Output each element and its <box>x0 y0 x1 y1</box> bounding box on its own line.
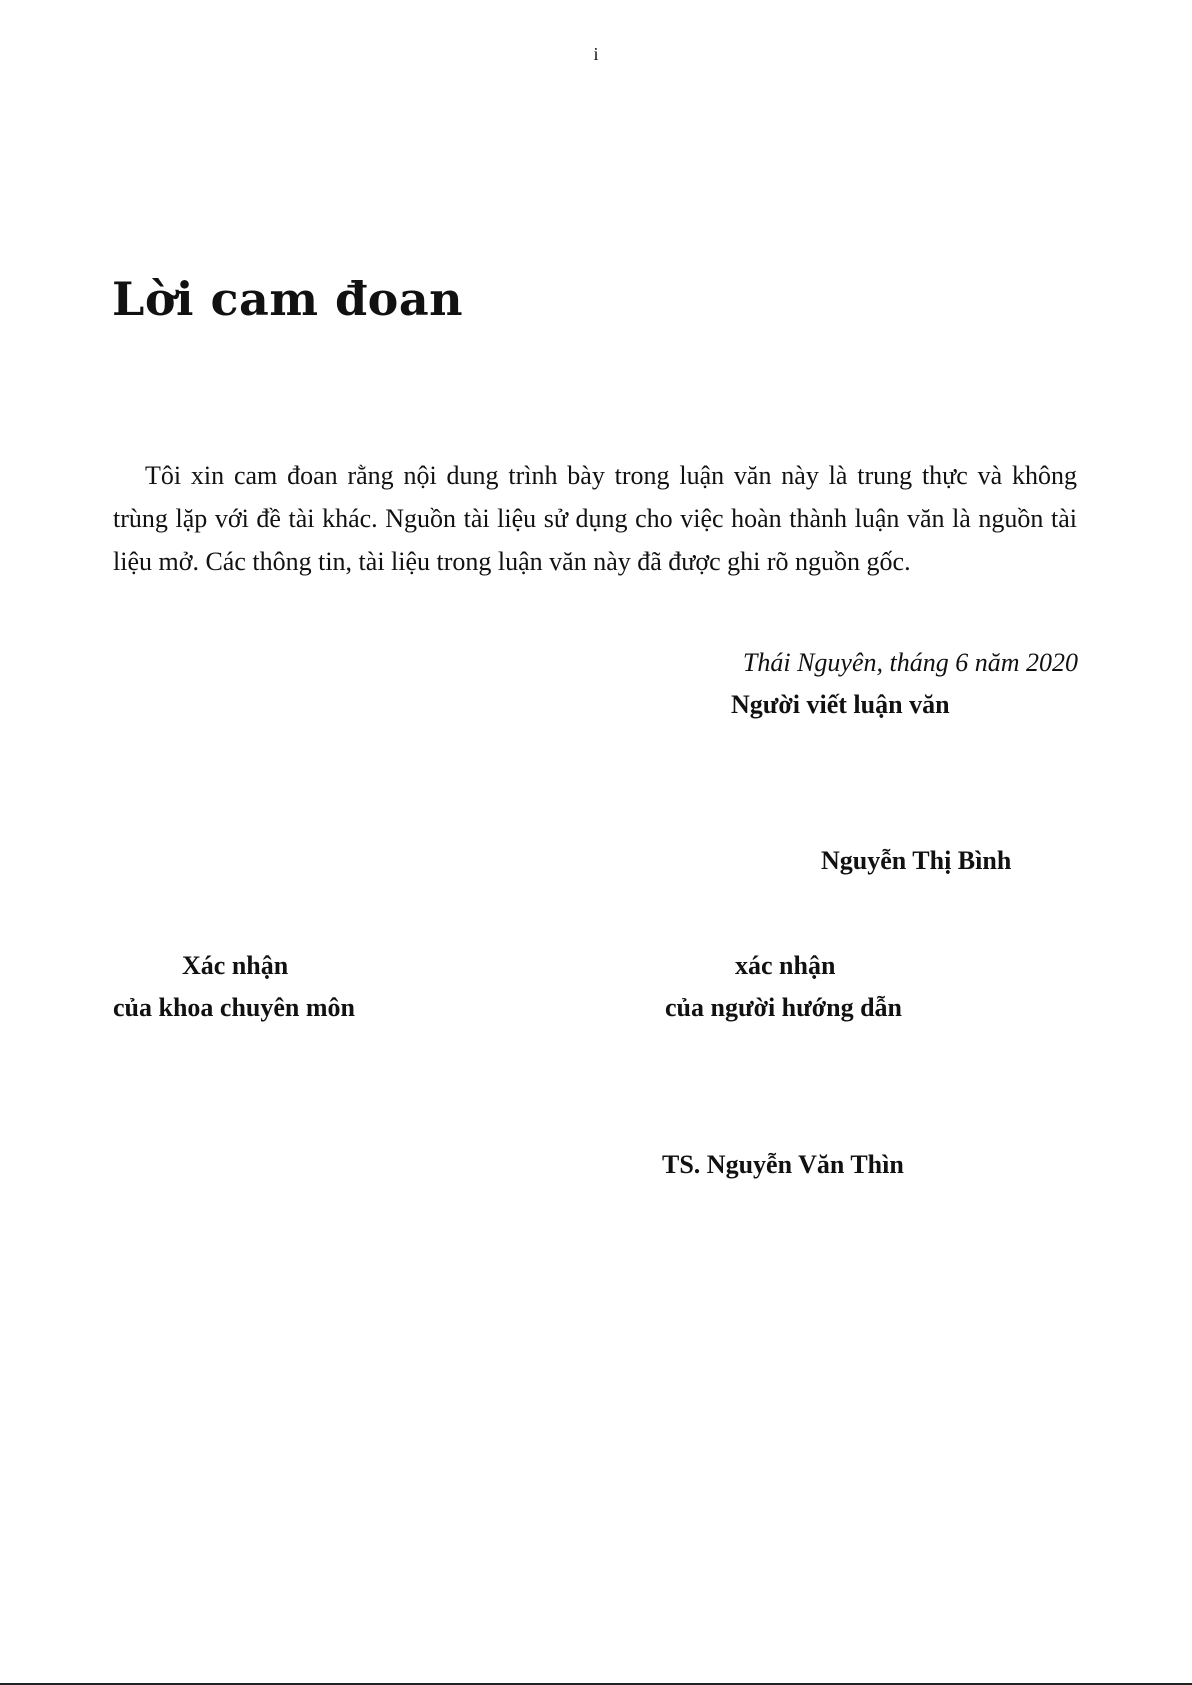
declaration-paragraph: Tôi xin cam đoan rằng nội dung trình bày trong luận văn này là trung thực và không trùng lặp với đề tài khác. Nguồn tài liệu sử dụng cho việc hoàn thành luận văn là nguồn tài liệu mở. Các thông tin, tài liệu trong luận văn này đã được ghi rõ nguồn gốc. <box>113 461 1077 576</box>
faculty-confirmation-subheading: của khoa chuyên môn <box>113 993 355 1022</box>
author-name: Nguyễn Thị Bình <box>821 846 1012 875</box>
supervisor-confirmation-heading: xác nhận <box>735 951 836 980</box>
supervisor-name: TS. Nguyễn Văn Thìn <box>662 1150 904 1179</box>
author-role-label: Người viết luận văn <box>731 690 950 719</box>
supervisor-confirmation-subheading: của người hướng dẫn <box>665 993 903 1022</box>
page-number: i <box>593 44 599 64</box>
date-location-line: Thái Nguyên, tháng 6 năm 2020 <box>742 648 1078 677</box>
page-title: Lời cam đoan <box>112 272 464 326</box>
faculty-confirmation-heading: Xác nhận <box>182 951 289 980</box>
